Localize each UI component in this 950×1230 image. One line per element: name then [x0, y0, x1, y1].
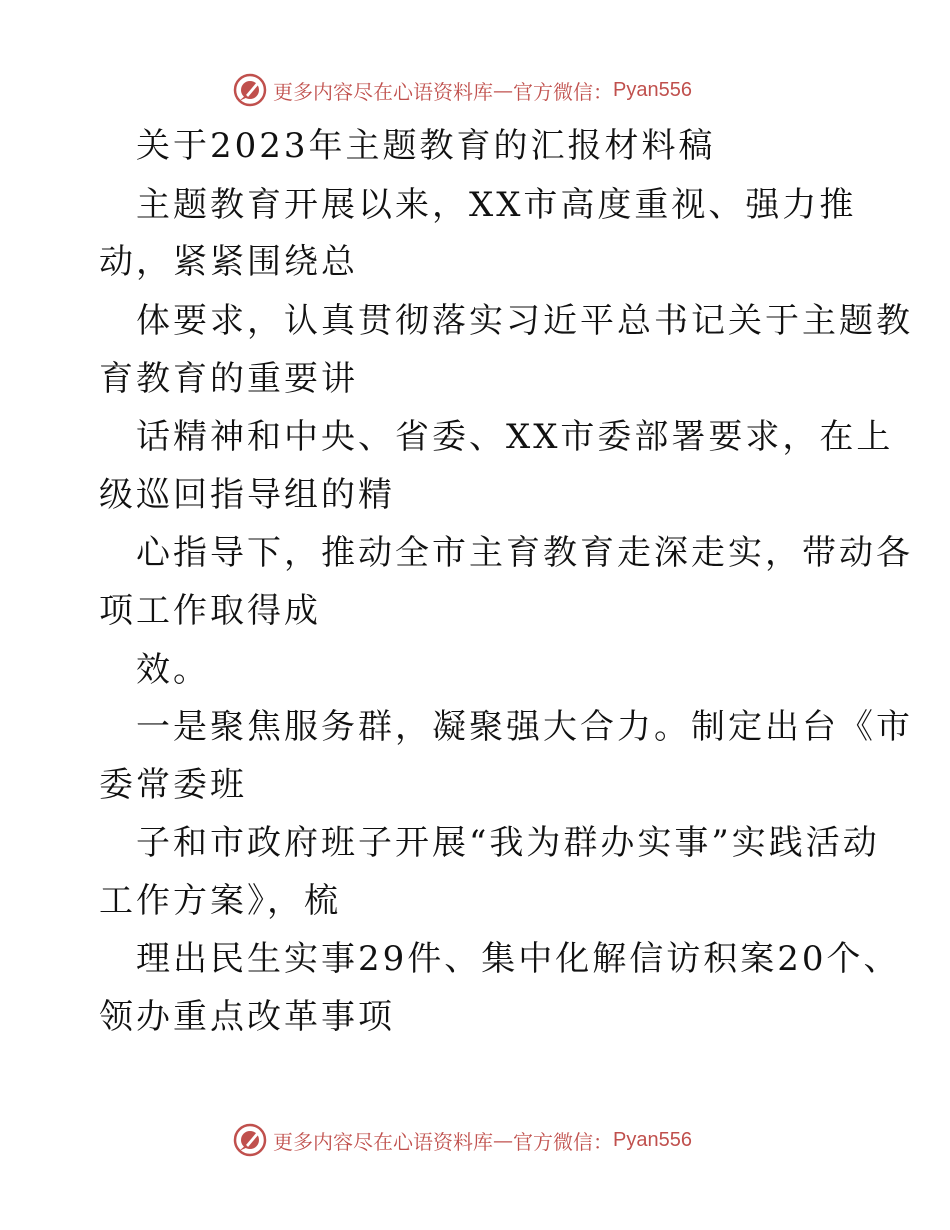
watermark-id: Pyan556	[613, 1128, 692, 1151]
pen-logo-icon	[233, 1123, 267, 1157]
text-line: 主题教育开展以来，XX市高度重视、强力推	[136, 185, 857, 225]
text-line: 育教育的重要讲	[99, 359, 358, 399]
text-line: 话精神和中央、省委、XX市委部署要求，在上	[136, 417, 894, 457]
text-line: 效。	[136, 650, 210, 690]
text-line: 理出民生实事29件、集中化解信访积案20个、	[136, 939, 901, 979]
watermark-dash: —	[493, 78, 513, 102]
footer-watermark	[233, 1121, 692, 1159]
watermark-text: 更多内容尽在心语资料库	[273, 1129, 493, 1154]
watermark-label: 官方微信	[513, 1129, 593, 1154]
watermark-separator: ：	[593, 79, 613, 104]
document-title: 关于2023年主题教育的汇报材料稿	[136, 126, 716, 166]
text-line: 委常委班	[99, 765, 247, 805]
watermark-text: 更多内容尽在心语资料库	[273, 79, 493, 104]
header-watermark	[233, 71, 692, 109]
text-line: 心指导下，推动全市主育教育走深走实，带动各	[136, 533, 913, 573]
text-line: 工作方案》，梳	[99, 881, 341, 921]
watermark-separator: ：	[593, 1129, 613, 1154]
text-line: 级巡回指导组的精	[99, 475, 395, 515]
text-line: 子和市政府班子开展“我为群办实事”实践活动	[136, 823, 880, 863]
text-line: 动，紧紧围绕总	[99, 242, 358, 282]
text-line: 体要求，认真贯彻落实习近平总书记关于主题教	[136, 301, 913, 341]
watermark-label: 官方微信	[513, 79, 593, 104]
text-line: 一是聚焦服务群，凝聚强大合力。制定出台《市	[136, 707, 913, 747]
text-line: 项工作取得成	[99, 591, 321, 631]
text-line: 领办重点改革事项	[99, 997, 395, 1037]
pen-logo-icon	[233, 73, 267, 107]
watermark-id: Pyan556	[613, 78, 692, 101]
watermark-dash: —	[493, 1128, 513, 1152]
